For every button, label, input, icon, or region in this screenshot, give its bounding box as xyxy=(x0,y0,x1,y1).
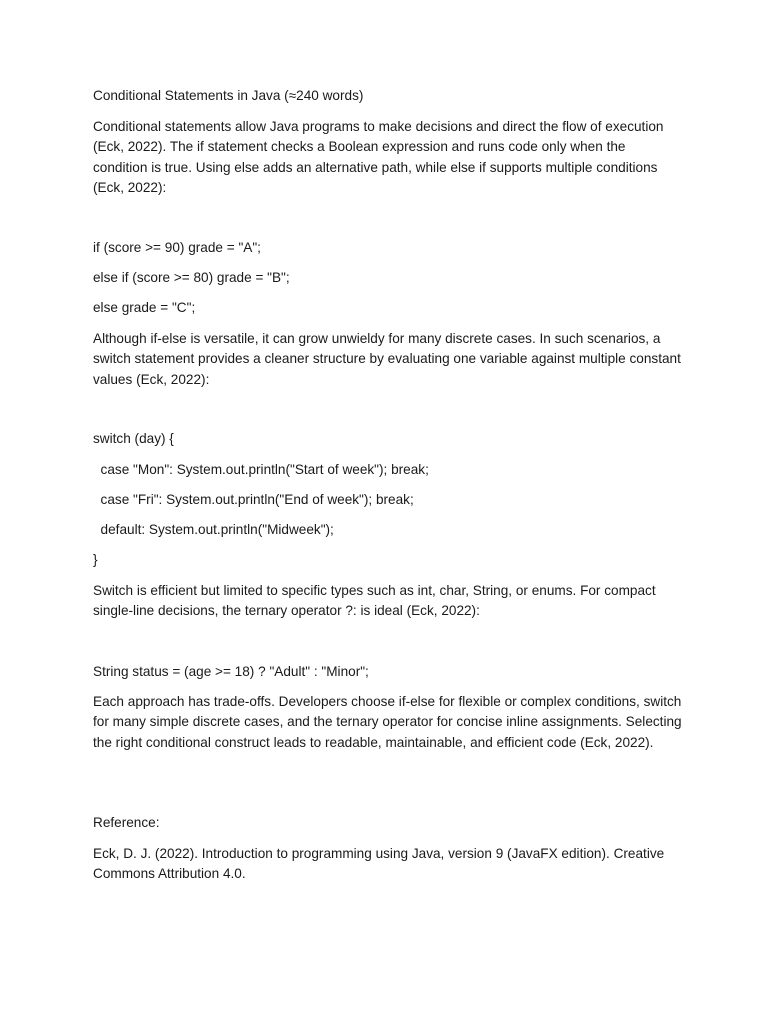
switch-code-line-4: default: System.out.println("Midweek"); xyxy=(93,522,334,537)
switch-code-line-2: case "Mon": System.out.println("Start of week"); break; xyxy=(93,462,429,477)
reference-entry: Eck, D. J. (2022). Introduction to programming using Java, version 9 (JavaFX edition). Creative Commons Attribution 4.0. xyxy=(93,846,665,882)
ternary-code-line: String status = (age >= 18) ? "Adult" : "Minor"; xyxy=(93,664,369,679)
if-code-line-1: if (score >= 90) grade = "A"; xyxy=(93,240,261,255)
switch-code-line-1: switch (day) { xyxy=(93,431,174,446)
reference-heading: Reference: xyxy=(93,815,160,830)
switch-code-line-5: } xyxy=(93,552,98,567)
ternary-intro-paragraph: Switch is efficient but limited to specific types such as int, char, String, or enums. For compact single-line decisions, the ternary operator ?: is ideal (Eck, 2022): xyxy=(93,583,656,619)
if-code-line-2: else if (score >= 80) grade = "B"; xyxy=(93,270,290,285)
intro-paragraph: Conditional statements allow Java programs to make decisions and direct the flow of execution (Eck, 2022). The if statement checks a Boolean expression and runs code only when the condition is true. Using else adds an alternative path, while else if supports multiple conditions (Eck, 2022): xyxy=(93,119,664,196)
conclusion-paragraph: Each approach has trade-offs. Developers choose if-else for flexible or complex conditions, switch for many simple discrete cases, and the ternary operator for concise inline assignments. Selecting the right conditional construct leads to readable, maintainable, and efficient code (Eck, 2022). xyxy=(93,694,682,750)
if-code-line-3: else grade = "C"; xyxy=(93,300,196,315)
switch-code-line-3: case "Fri": System.out.println("End of week"); break; xyxy=(93,492,414,507)
document-title: Conditional Statements in Java (≈240 words) xyxy=(93,88,364,103)
switch-intro-paragraph: Although if-else is versatile, it can grow unwieldy for many discrete cases. In such scenarios, a switch statement provides a cleaner structure by evaluating one variable against multiple constant values (Eck, 2022): xyxy=(93,331,681,387)
